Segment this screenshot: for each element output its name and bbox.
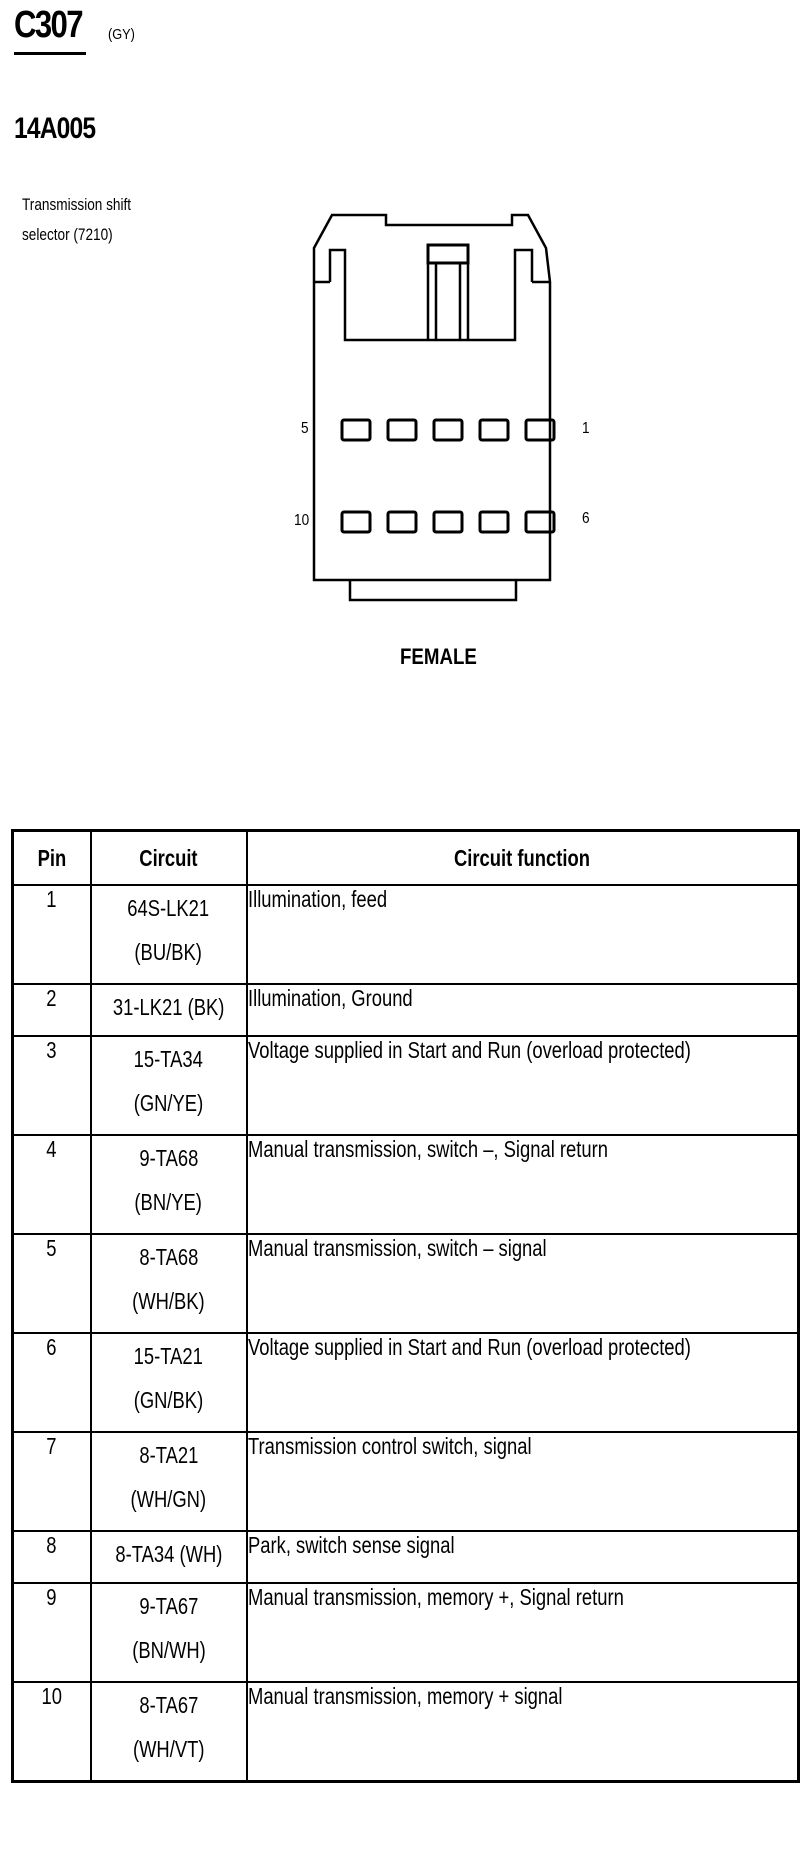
table-row (13, 1531, 799, 1583)
connector-face-diagram (280, 205, 620, 625)
circuit-function-cell: Manual transmission, switch –, Signal return (247, 1135, 799, 1234)
pin-number-cell: 8 (13, 1531, 91, 1583)
pin-cavity-5 (342, 420, 370, 440)
header-pin: Pin (13, 831, 91, 886)
component-line-2: selector (7210) (22, 225, 113, 244)
header-circuit-function: Circuit function (247, 831, 799, 886)
connector-id: C307 (14, 4, 82, 46)
bottom-key (350, 580, 516, 600)
pin-label-bottom-left: 10 (294, 512, 310, 529)
pin-number-cell: 2 (13, 984, 91, 1036)
table-row (13, 1333, 799, 1432)
table-row (13, 1583, 799, 1682)
circuit-cell: 8-TA67 (WH/VT) (91, 1682, 247, 1782)
circuit-function-cell: Park, switch sense signal (247, 1531, 799, 1583)
circuit-function-cell: Manual transmission, memory + signal (247, 1682, 799, 1782)
part-number: 14A005 (14, 112, 96, 145)
circuit-cell: 15-TA21 (GN/BK) (91, 1333, 247, 1432)
table-row (13, 1036, 799, 1135)
header-circuit: Circuit (91, 831, 247, 886)
circuit-cell: 31-LK21 (BK) (91, 984, 247, 1036)
pin-number-cell: 1 (13, 885, 91, 984)
component-description (22, 190, 198, 250)
pin-cavity-4 (388, 420, 416, 440)
pin-label-top-right: 1 (582, 420, 590, 437)
pinout-table (11, 829, 800, 1783)
circuit-function-cell: Manual transmission, switch – signal (247, 1234, 799, 1333)
component-line-1: Transmission shift (22, 195, 132, 214)
table-header-row (13, 831, 799, 886)
circuit-function-cell: Transmission control switch, signal (247, 1432, 799, 1531)
circuit-cell: 8-TA21 (WH/GN) (91, 1432, 247, 1531)
circuit-cell: 9-TA68 (BN/YE) (91, 1135, 247, 1234)
circuit-function-cell: Illumination, Ground (247, 984, 799, 1036)
table-row (13, 1135, 799, 1234)
pin-cavity-10 (342, 512, 370, 532)
circuit-function-cell: Illumination, feed (247, 885, 799, 984)
title-underline (14, 52, 86, 55)
pin-number-cell: 5 (13, 1234, 91, 1333)
circuit-cell: 64S-LK21 (BU/BK) (91, 885, 247, 984)
pin-cavity-2 (480, 420, 508, 440)
connector-gender-label: FEMALE (400, 644, 477, 669)
pin-number-cell: 7 (13, 1432, 91, 1531)
pin-cavity-3 (434, 420, 462, 440)
circuit-cell: 8-TA68 (WH/BK) (91, 1234, 247, 1333)
table-row (13, 1682, 799, 1782)
table-row (13, 885, 799, 984)
table-row (13, 1234, 799, 1333)
latch (428, 245, 468, 263)
table-row (13, 1432, 799, 1531)
pin-cavity-9 (388, 512, 416, 532)
connector-color: (GY) (108, 26, 135, 43)
circuit-function-cell: Voltage supplied in Start and Run (overload protected) (247, 1036, 799, 1135)
circuit-cell: 15-TA34 (GN/YE) (91, 1036, 247, 1135)
circuit-cell: 9-TA67 (BN/WH) (91, 1583, 247, 1682)
circuit-function-cell: Manual transmission, memory +, Signal return (247, 1583, 799, 1682)
pin-number-cell: 9 (13, 1583, 91, 1682)
pin-number-cell: 4 (13, 1135, 91, 1234)
pin-label-top-left: 5 (301, 420, 309, 437)
circuit-cell: 8-TA34 (WH) (91, 1531, 247, 1583)
pin-label-bottom-right: 6 (582, 510, 590, 527)
pin-cavity-8 (434, 512, 462, 532)
pin-number-cell: 3 (13, 1036, 91, 1135)
table-row (13, 984, 799, 1036)
pin-number-cell: 10 (13, 1682, 91, 1782)
pin-cavity-7 (480, 512, 508, 532)
circuit-function-cell: Voltage supplied in Start and Run (overload protected) (247, 1333, 799, 1432)
pin-number-cell: 6 (13, 1333, 91, 1432)
